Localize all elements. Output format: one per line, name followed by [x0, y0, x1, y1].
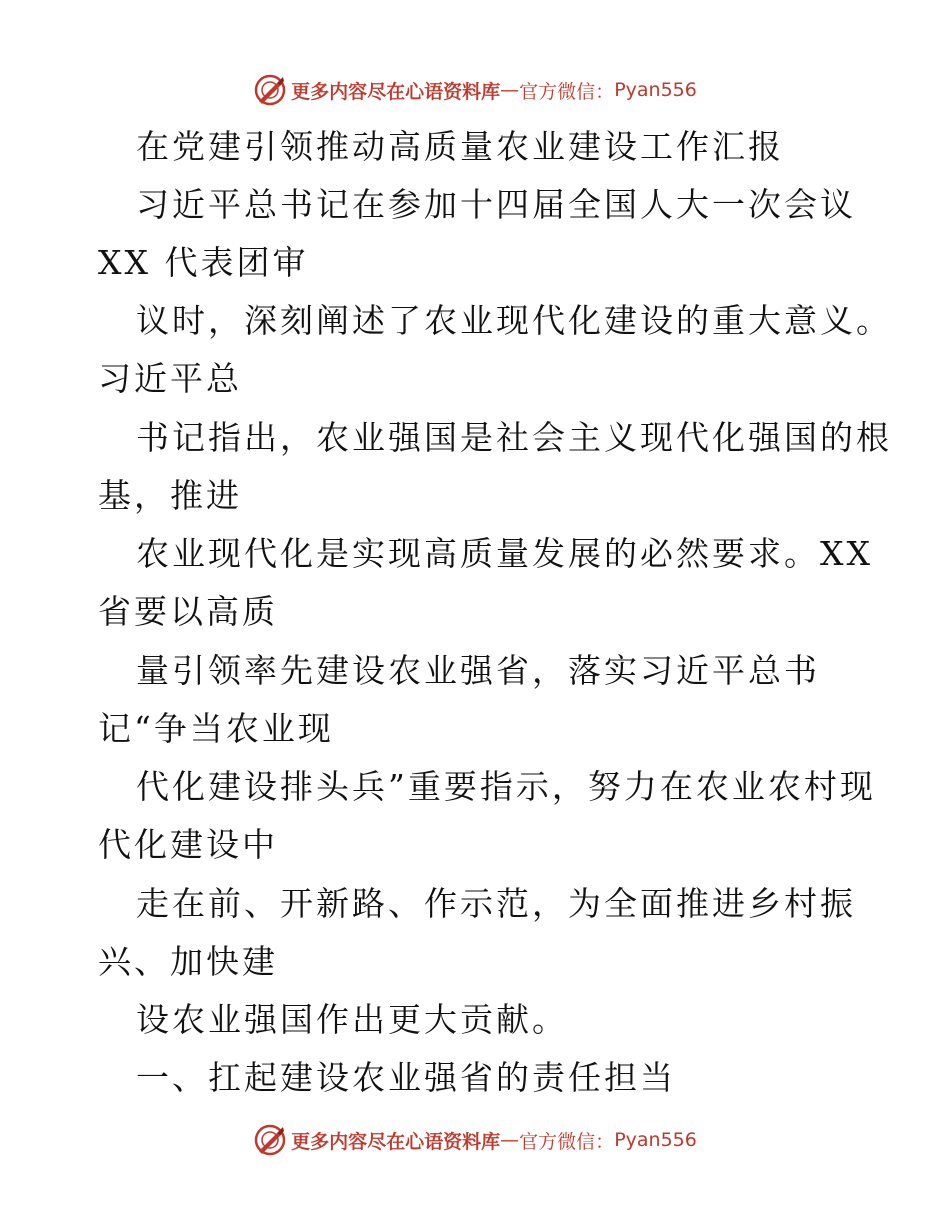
banner-wechat-label: 官方微信： [519, 1130, 615, 1153]
text-line: 记“争当农业现 [98, 709, 334, 748]
text-line: 走在前、开新路、作示范，为全面推进乡村振 [136, 884, 856, 923]
banner-wechat-id: Pyan556 [614, 1129, 697, 1151]
section-heading: 一、扛起建设农业强省的责任担当 [136, 1058, 676, 1097]
text-line: 议时，深刻阐述了农业现代化建设的重大意义。 [136, 301, 892, 340]
text-line: 兴、加快建 [98, 942, 278, 981]
text-line: XX 代表团审 [98, 243, 309, 282]
text-line: 习近平总 [98, 359, 242, 398]
banner-wechat-label: 官方微信： [519, 80, 615, 103]
banner-site-name: 更多内容尽在心语资料库 [291, 80, 501, 103]
banner-site-name: 更多内容尽在心语资料库 [291, 1130, 501, 1153]
footer-banner [0, 1120, 950, 1160]
banner-wechat-id: Pyan556 [614, 79, 697, 101]
text-line: 基，推进 [98, 476, 242, 515]
text-line: 量引领率先建设农业强省，落实习近平总书 [136, 651, 820, 690]
banner-dash: — [500, 79, 520, 101]
document-title: 在党建引领推动高质量农业建设工作汇报 [136, 127, 784, 166]
logo-icon [253, 1123, 287, 1157]
text-line: 设农业强国作出更大贡献。 [136, 1000, 568, 1039]
text-line: 书记指出，农业强国是社会主义现代化强国的根 [136, 418, 892, 457]
text-line: 代化建设排头兵”重要指示，努力在农业农村现 [136, 767, 876, 806]
text-line: 代化建设中 [98, 825, 278, 864]
text-line: 习近平总书记在参加十四届全国人大一次会议 [136, 185, 856, 224]
text-line: 农业现代化是实现高质量发展的必然要求。XX [136, 534, 873, 573]
banner-dash: — [500, 1129, 520, 1151]
text-line: 省要以高质 [98, 592, 278, 631]
